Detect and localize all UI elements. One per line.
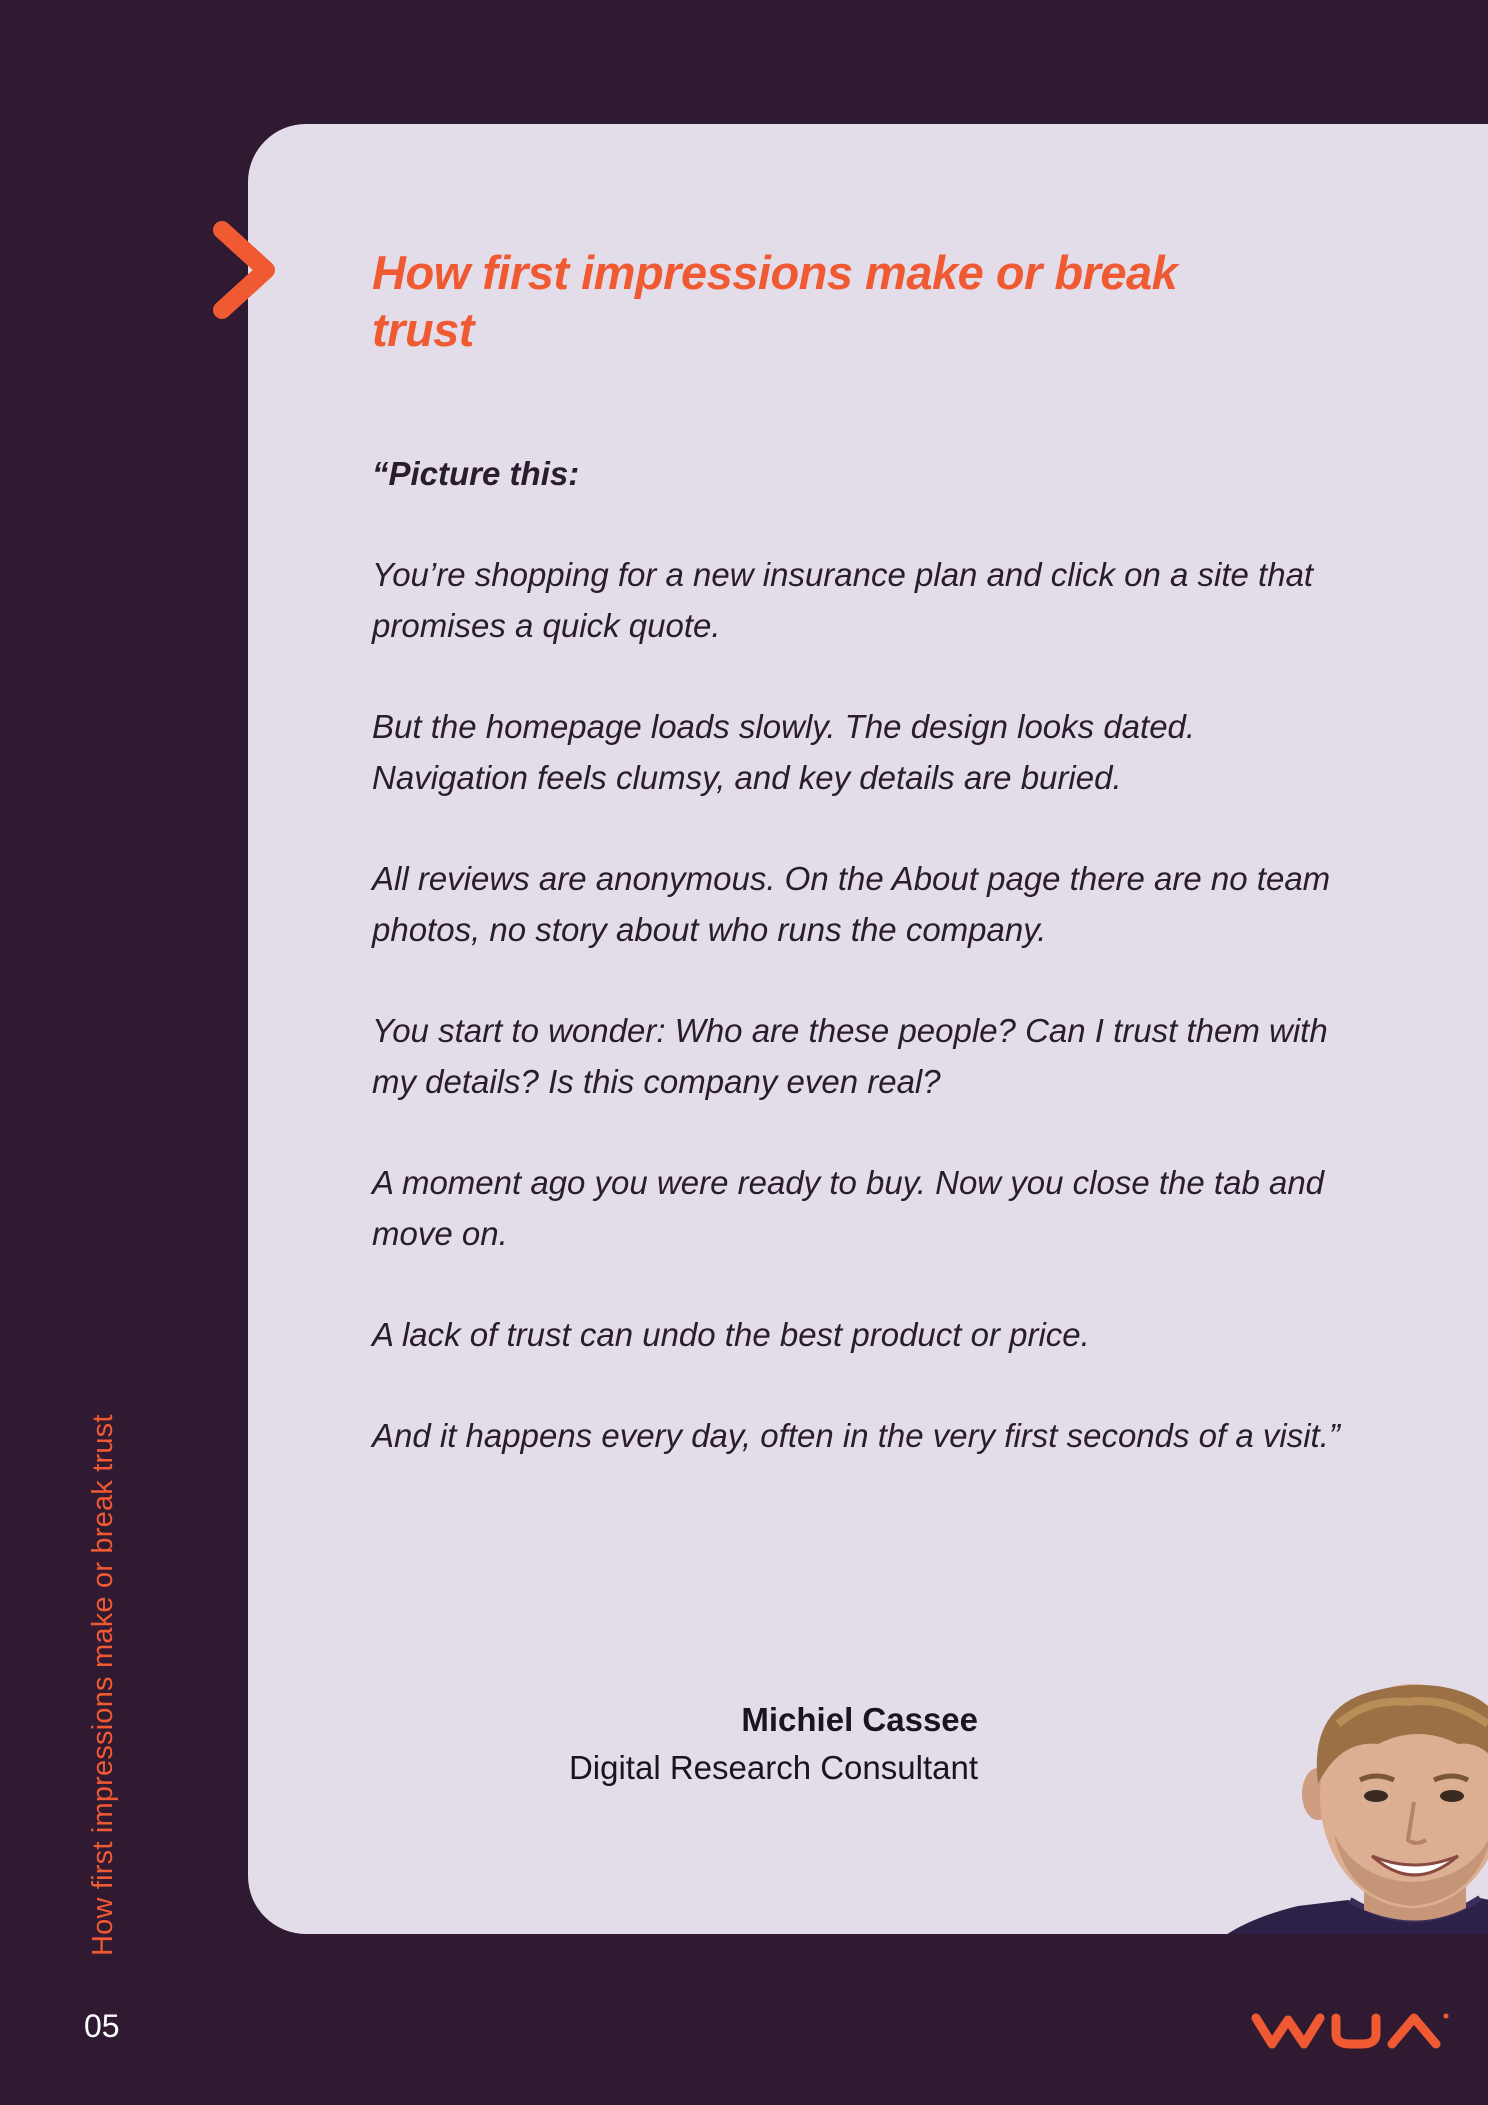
author-block: [569, 1696, 978, 1792]
quote-paragraph: You’re shopping for a new insurance plan and click on a site that promises a quick quote.: [372, 556, 1314, 644]
author-portrait: [1168, 1684, 1488, 1934]
quote-paragraph: All reviews are anonymous. On the About page there are no team photos, no story about who runs the company.: [372, 860, 1331, 948]
side-label: How first impressions make or break trust: [87, 1414, 119, 1956]
quote-paragraph: But the homepage loads slowly. The design looks dated. Navigation feels clumsy, and key details are buried.: [372, 708, 1196, 796]
author-name: Michiel Cassee: [741, 1701, 978, 1738]
page-title: How first impressions make or break trust: [372, 246, 1178, 356]
quote-paragraph: You start to wonder: Who are these people? Can I trust them with my details? Is this company even real?: [372, 1012, 1328, 1100]
chevron-right-icon: [210, 220, 282, 320]
quote-paragraph: And it happens every day, often in the very first seconds of a visit.”: [372, 1417, 1340, 1454]
author-role: Digital Research Consultant: [568, 1749, 978, 1786]
wua-logo: [1250, 2010, 1450, 2052]
quote-paragraph: A lack of trust can undo the best product or price.: [372, 1316, 1090, 1353]
page-number: 05: [84, 2008, 120, 2044]
quote-paragraph: A moment ago you were ready to buy. Now you close the tab and move on.: [372, 1164, 1325, 1252]
quote-block: [372, 448, 1342, 1511]
quote-lead: “Picture this:: [372, 455, 580, 492]
